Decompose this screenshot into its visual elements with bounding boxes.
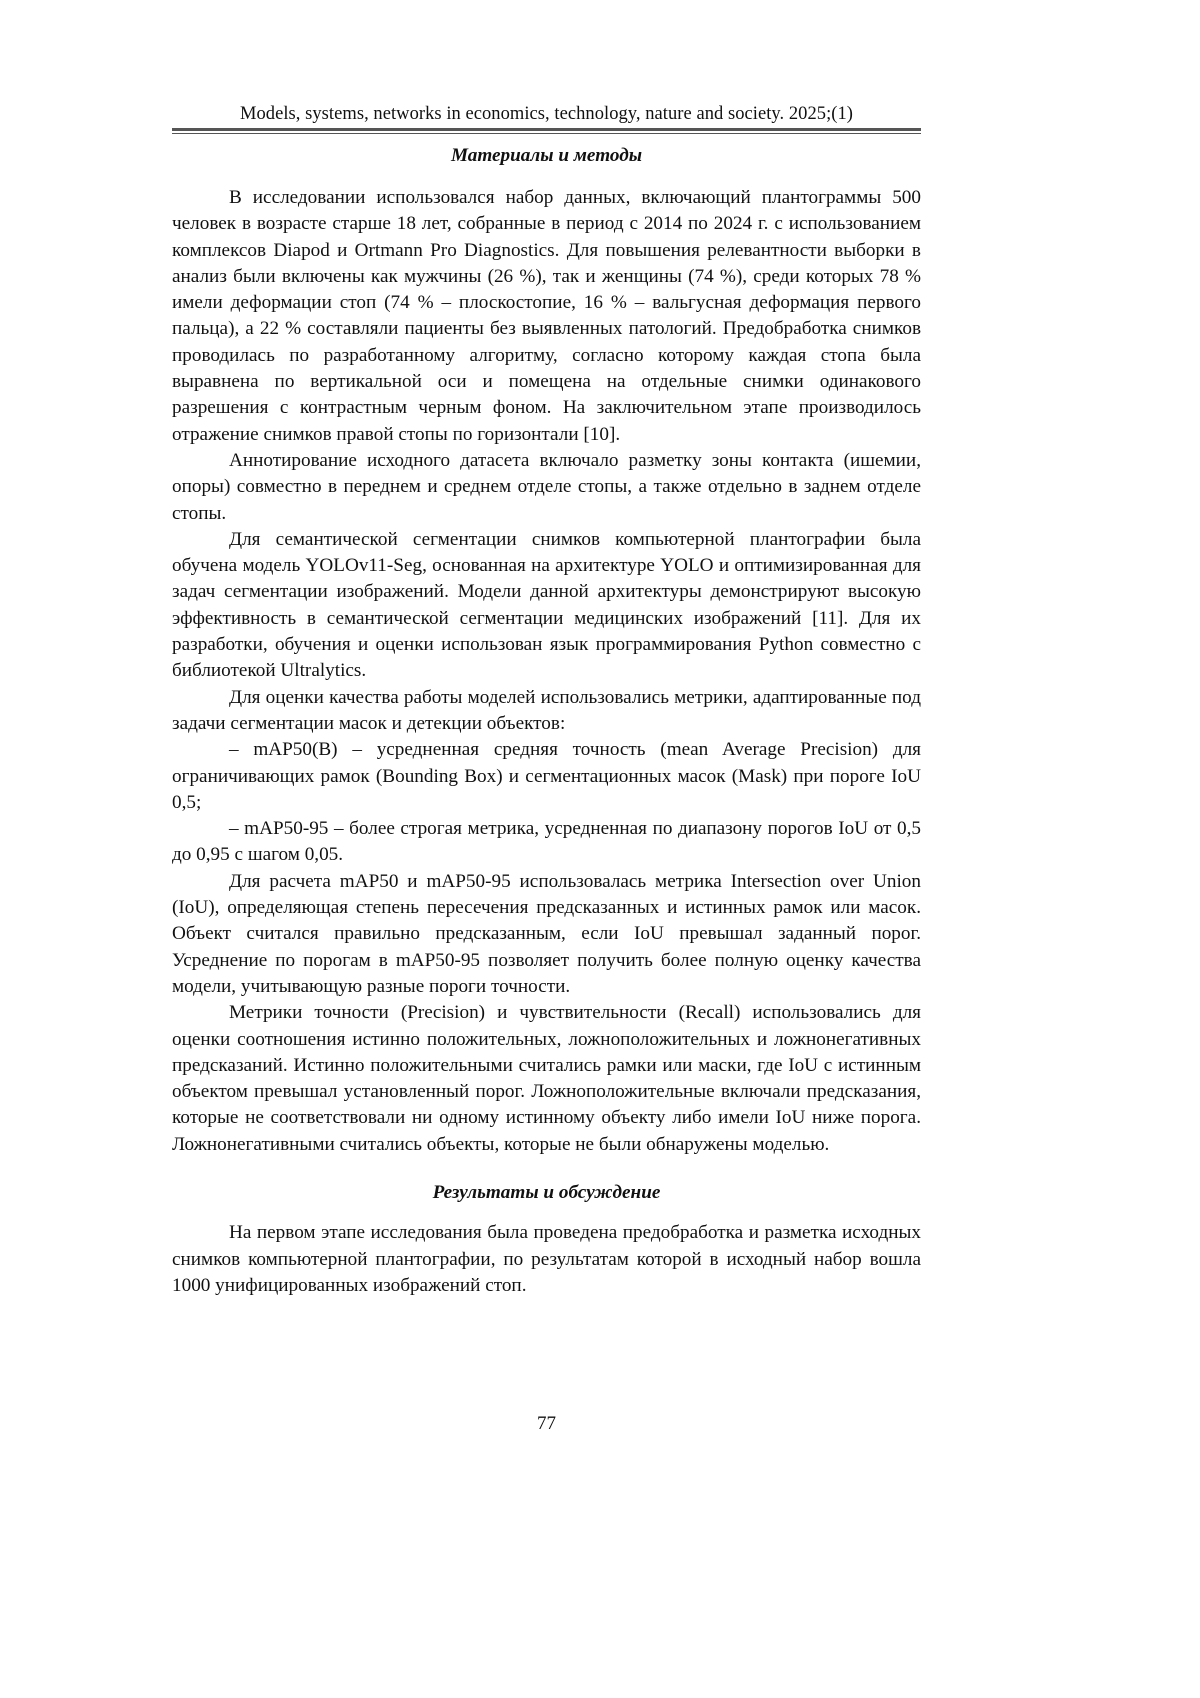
section-heading-results: Результаты и обсуждение <box>432 1181 661 1203</box>
paragraph: Для семантической сегментации снимков компьютерной плантографии была обучена модель YOLOv11-Seg, основанная на архитектуре YOLO и оптимизированная для задач сегментации изображений. Модели данной архитектуры демонстрируют высокую эффективность в семантической сегментации медицинских изображений [11]. Для их разработки, обучения и оценки использован язык программирования Python совместно с библиотекой Ultralytics. <box>172 528 921 682</box>
page-number: 77 <box>537 1413 556 1434</box>
header-rule <box>172 128 921 134</box>
section-heading-methods: Материалы и методы <box>450 145 643 166</box>
paragraph: Для оценки качества работы моделей использовались метрики, адаптированные под задачи сегментации масок и детекции объектов: <box>172 686 921 734</box>
paragraph: Для расчета mAP50 и mAP50-95 использовалась метрика Intersection over Union (IoU), определяющая степень пересечения предсказанных и истинных рамок или масок. Объект считался правильно предсказанным, если IoU превышал заданный порог. Усреднение по порогам в mAP50-95 позволяет получить более полную оценку качества модели, учитывающую разные пороги точности. <box>172 870 921 997</box>
list-item: – mAP50-95 – более строгая метрика, усредненная по диапазону порогов IoU от 0,5 до 0,95 с шагом 0,05. <box>172 818 921 866</box>
article-body <box>172 143 921 1299</box>
paragraph: Аннотирование исходного датасета включало разметку зоны контакта (ишемии, опоры) совместно в переднем и среднем отделе стопы, а также отдельно в заднем отделе стопы. <box>172 449 921 524</box>
paragraph: В исследовании использовался набор данных, включающий плантограммы 500 человек в возрасте старше 18 лет, собранные в период с 2014 по 2024 г. с использованием комплексов Diapod и Ortmann Pro Diagnostics. Для повышения релевантности выборки в анализ были включены как мужчины (26 %), так и женщины (74 %), среди которых 78 % имели деформации стоп (74 % – плоскостопие, 16 % – вальгусная деформация первого пальца), а 22 % составляли пациенты без выявленных патологий. Предобработка снимков проводилась по разработанному алгоритму, согласно которому каждая стопа была выравнена по вертикальной оси и помещена на отдельные снимки одинакового разрешения с контрастным черным фоном. На заключительном этапе производилось отражение снимков правой стопы по горизонтали [10]. <box>172 187 921 445</box>
list-item: – mAP50(B) – усредненная средняя точность (mean Average Precision) для ограничивающих рамок (Bounding Box) и сегментационных масок (Mask) при пороге IoU 0,5; <box>172 739 921 813</box>
paragraph: Метрики точности (Precision) и чувствительности (Recall) использовались для оценки соотношения истинно положительных, ложноположительных и ложнонегативных предсказаний. Истинно положительными считались рамки или маски, где IoU с истинным объектом превышал установленный порог. Ложноположительные включали предсказания, которые не соответствовали ни одному истинному объекту либо имели IoU ниже порога. Ложнонегативными считались объекты, которые не были обнаружены моделью. <box>172 1002 921 1155</box>
running-header: Models, systems, networks in economics, technology, nature and society. 2025;(1) <box>239 104 853 124</box>
paragraph: На первом этапе исследования была проведена предобработка и разметка исходных снимков компьютерной плантографии, по результатам которой в исходный набор вошла 1000 унифицированных изображений стоп. <box>172 1222 921 1296</box>
